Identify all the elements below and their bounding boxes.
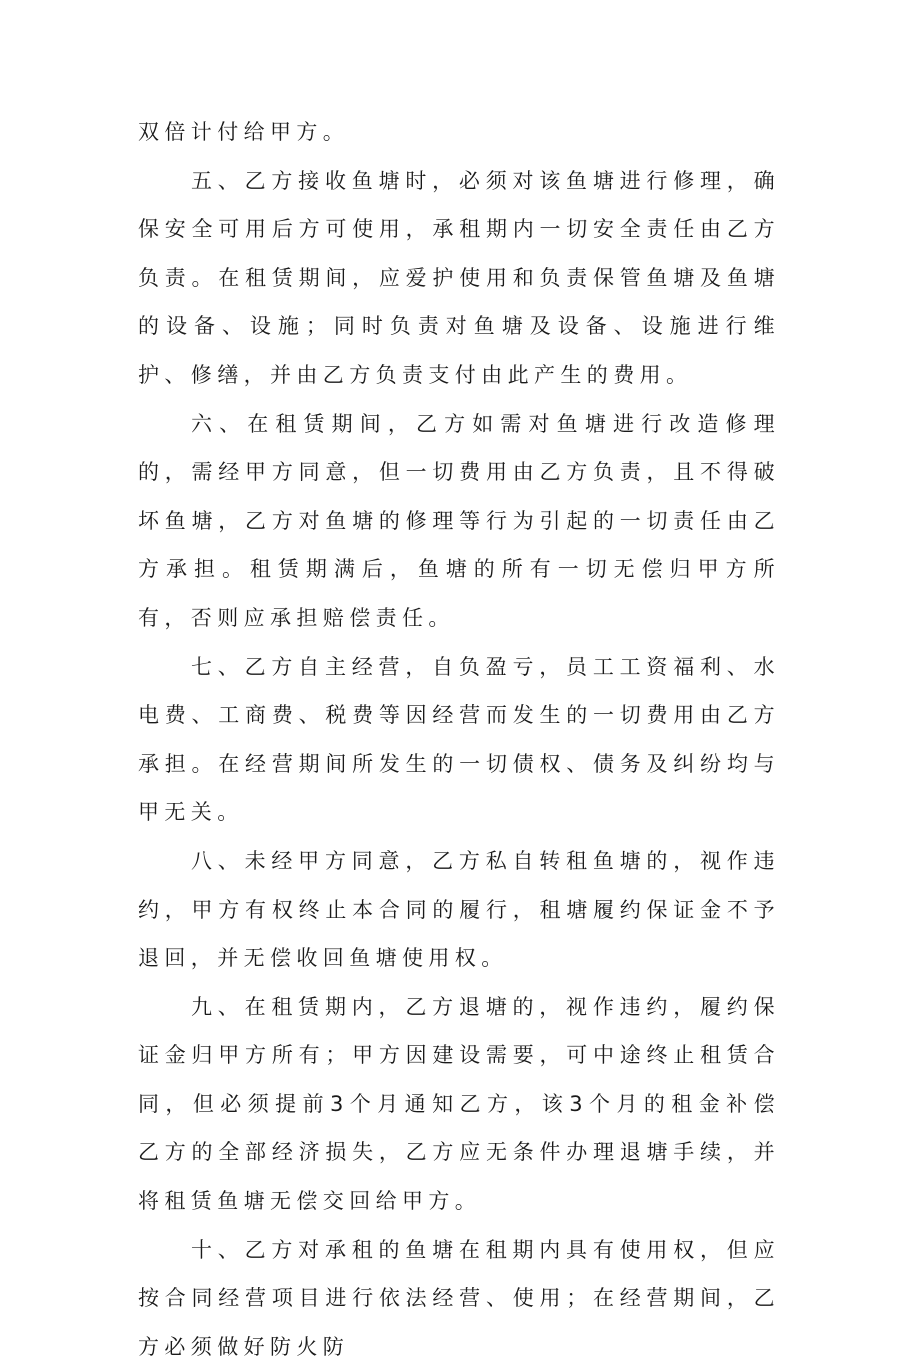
paragraph-clause-7: 七、乙方自主经营，自负盈亏，员工工资福利、水电费、工商费、税费等因经营而发生的一切费用由乙方承担。在经营期间所发生的一切债权、债务及纠纷均与甲无关。 bbox=[138, 654, 780, 825]
paragraph-clause-6: 六、在租赁期间，乙方如需对鱼塘进行改造修理的，需经甲方同意，但一切费用由乙方负责，且不得破坏鱼塘，乙方对鱼塘的修理等行为引起的一切责任由乙方承担。租赁期满后，鱼塘的所有一切无偿归甲方所有，否则应承担赔偿责任。 bbox=[138, 411, 780, 630]
paragraph-clause-10: 十、乙方对承租的鱼塘在租期内具有使用权，但应按合同经营项目进行依法经营、使用；在经营期间，乙方必须做好防火防 bbox=[138, 1237, 780, 1359]
document-body bbox=[138, 108, 780, 1371]
paragraph-continuation: 双倍计付给甲方。 bbox=[138, 120, 350, 144]
paragraph-clause-9: 九、在租赁期内，乙方退塘的，视作违约，履约保证金归甲方所有；甲方因建设需要，可中途终止租赁合同，但必须提前3个月通知乙方，该3个月的租金补偿乙方的全部经济损失，乙方应无条件办理退塘手续，并将租赁鱼塘无偿交回给甲方。 bbox=[138, 994, 780, 1214]
paragraph-clause-8: 八、未经甲方同意，乙方私自转租鱼塘的，视作违约，甲方有权终止本合同的履行，租塘履约保证金不予退回，并无偿收回鱼塘使用权。 bbox=[138, 848, 780, 971]
paragraph-clause-5: 五、乙方接收鱼塘时，必须对该鱼塘进行修理，确保安全可用后方可使用，承租期内一切安全责任由乙方负责。在租赁期间，应爱护使用和负责保管鱼塘及鱼塘的设备、设施；同时负责对鱼塘及设备、设施进行维护、修缮，并由乙方负责支付由此产生的费用。 bbox=[138, 168, 780, 387]
